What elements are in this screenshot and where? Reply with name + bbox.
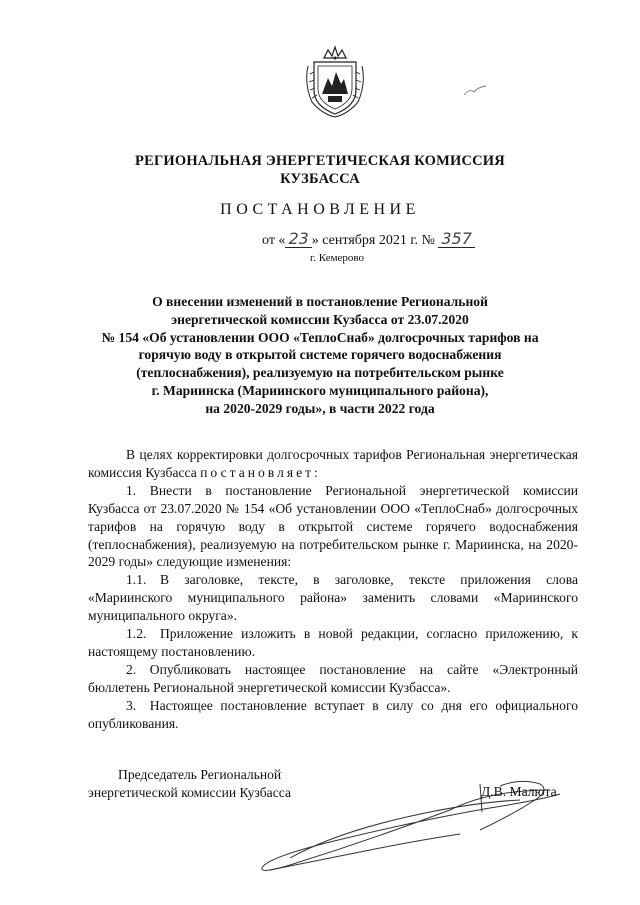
date-day: 23	[285, 231, 311, 248]
document-number: 357	[438, 231, 475, 248]
date-prefix: от «	[262, 233, 286, 248]
paragraph-3: 3. Настоящее постановление вступает в силу со дня его официального опубликования.	[88, 697, 578, 731]
title-line: г. Мариинска (Мариинского муниципального района),	[151, 382, 489, 398]
organization-name-line1: РЕГИОНАЛЬНАЯ ЭНЕРГЕТИЧЕСКАЯ КОМИССИЯ	[135, 153, 505, 169]
paragraph-1-2: 1.2. Приложение изложить в новой редакции, согласно приложению, к настоящему постановлению.	[88, 626, 578, 659]
paragraph-2: 2. Опубликовать настоящее постановление на сайте «Электронный бюллетень Региональной энергетической комиссии Кузбасса».	[88, 661, 578, 695]
document-type: ПОСТАНОВЛЕНИЕ	[220, 201, 420, 218]
document-body	[88, 446, 578, 733]
handwritten-mark-icon	[462, 84, 488, 98]
organization-name-line2: КУЗБАССА	[280, 171, 360, 187]
title-line: (теплоснабжения), реализуемую на потребительском рынке	[136, 365, 504, 381]
coat-of-arms-icon	[304, 44, 366, 118]
document-title	[92, 293, 548, 418]
title-line: горячую воду в открытой системе горячего водоснабжения	[138, 347, 502, 363]
intro-text: В целях корректировки долгосрочных тарифов Региональная энергетическая комиссия Кузбасса	[88, 447, 578, 480]
title-line: № 154 «Об установлении ООО «ТеплоСнаб» долгосрочных тарифов на	[101, 329, 539, 345]
position-line1: Председатель Региональной	[118, 767, 282, 782]
decree-word: постановляет:	[200, 464, 321, 480]
title-line: энергетической комиссии Кузбасса от 23.07.2020	[171, 311, 469, 327]
city: г. Кемерово	[310, 252, 365, 264]
title-line: О внесении изменений в постановление Региональной	[152, 294, 488, 309]
title-line: на 2020-2029 годы», в части 2022 года	[205, 400, 435, 416]
intro-paragraph	[88, 446, 578, 482]
position-line2: энергетической комиссии Кузбасса	[88, 785, 291, 800]
paragraph-1-1: 1.1. В заголовке, тексте, в заголовке, тексте приложения слова «Мариинского муниципального района» заменить словами «Мариинского муниципального округа».	[88, 572, 578, 624]
date-line	[262, 231, 475, 249]
date-month-year: » сентября 2021 г. №	[311, 233, 435, 248]
signatory-name: Д.В. Малюта	[481, 784, 557, 799]
paragraph-1: 1. Внести в постановление Региональной энергетической комиссии Кузбасса от 23.07.2020 № 154 «Об установлении ООО «ТеплоСнаб» долгосрочных тарифов на горячую воду в открытой системе горячего водоснабжения (теплоснабжения), реализуемую на потребительском рынке г. Мариинска, на 2020-2029 годы» следующие изменения:	[88, 482, 578, 570]
